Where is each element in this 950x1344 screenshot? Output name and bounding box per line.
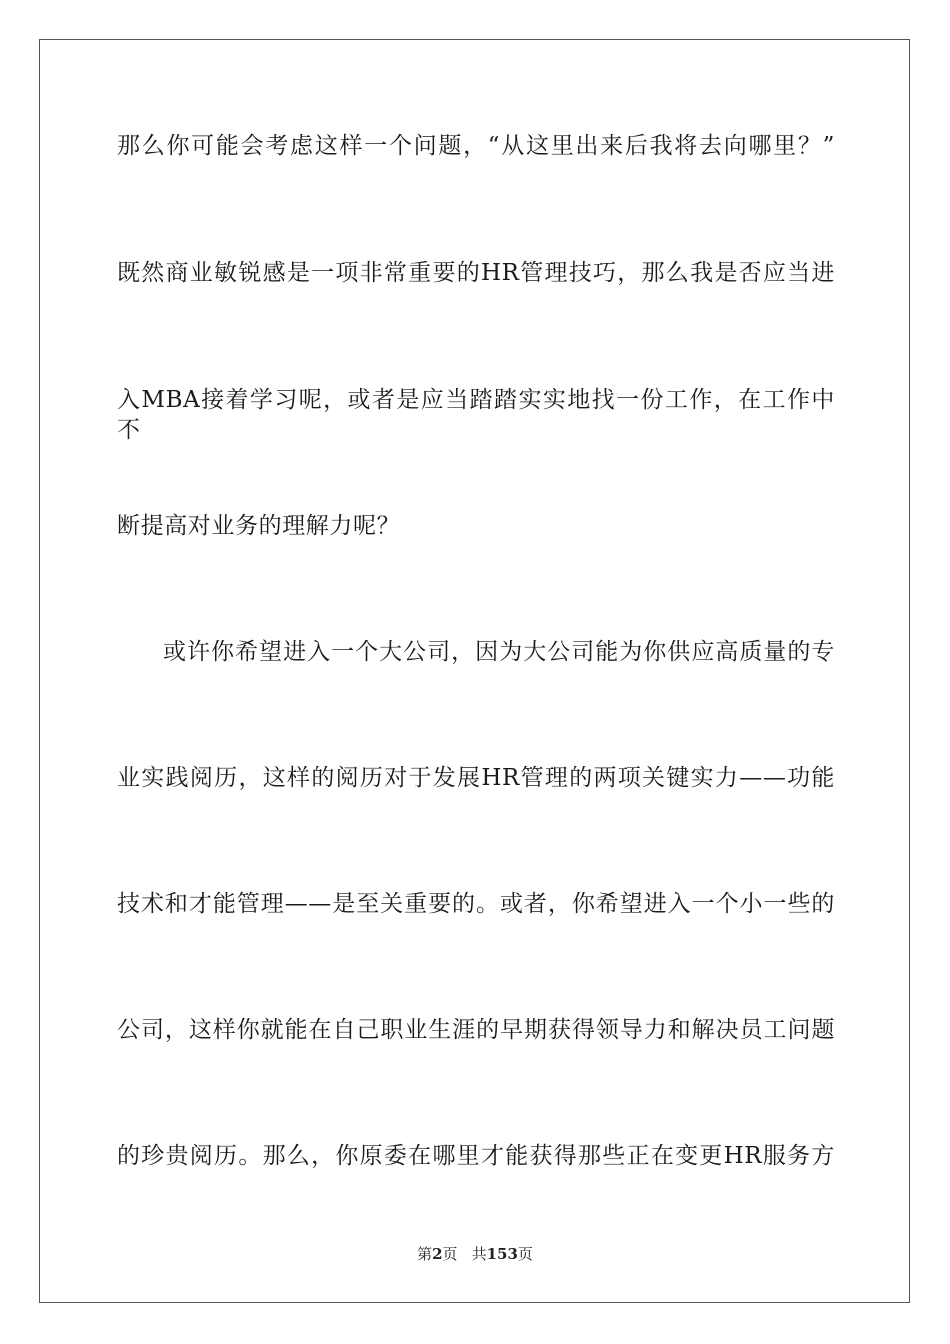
text-line-6: 业实践阅历，这样的阅历对于发展HR管理的两项关键实力——功能 [117, 765, 835, 791]
text-line-4: 断提高对业务的理解力呢？ [117, 513, 401, 539]
text-line-7: 技术和才能管理——是至关重要的。或者，你希望进入一个小一些的 [117, 891, 835, 917]
page-border [39, 39, 910, 1303]
total-pages: 153 [486, 1245, 518, 1263]
text-line-2: 既然商业敏锐感是一项非常重要的HR管理技巧，那么我是否应当进 [117, 260, 835, 286]
page-suffix: 页 [442, 1245, 458, 1263]
page-number: 2 [432, 1245, 443, 1263]
text-line-9: 的珍贵阅历。那么，你原委在哪里才能获得那些正在变更HR服务方 [117, 1143, 835, 1169]
text-line-1: 那么你可能会考虑这样一个问题，“从这里出来后我将去向哪里？” [117, 133, 835, 159]
text-line-3: 入MBA接着学习呢，或者是应当踏踏实实地找一份工作，在工作中不 [117, 387, 835, 443]
text-line-8: 公司，这样你就能在自己职业生涯的早期获得领导力和解决员工问题 [117, 1017, 835, 1043]
total-prefix: 共 [471, 1245, 487, 1263]
page-prefix: 第 [417, 1245, 433, 1263]
text-line-5-indented: 或许你希望进入一个大公司，因为大公司能为你供应高质量的专 [163, 639, 835, 665]
page-footer [0, 1244, 950, 1264]
total-suffix: 页 [517, 1245, 533, 1263]
